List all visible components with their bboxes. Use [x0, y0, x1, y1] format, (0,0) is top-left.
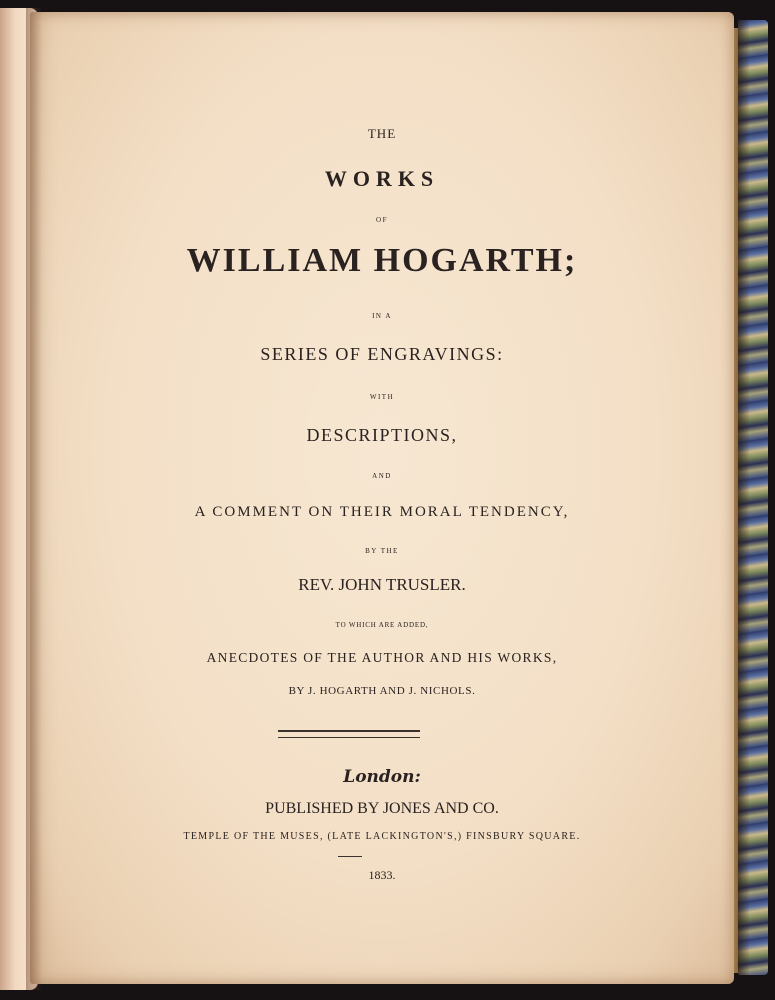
line-to-which: TO WHICH ARE ADDED, [335, 621, 429, 629]
line-by-authors: BY J. HOGARTH AND J. NICHOLS. [288, 685, 476, 697]
line-author: WILLIAM HOGARTH; [186, 242, 578, 279]
short-rule-divider [338, 856, 362, 857]
line-descriptions: DESCRIPTIONS, [306, 425, 458, 445]
line-series: SERIES OF ENGRAVINGS: [260, 344, 504, 364]
line-works: WORKS [324, 166, 440, 191]
line-the: THE [367, 126, 397, 141]
fore-edge-shadow [738, 20, 750, 975]
title-page [30, 12, 734, 984]
double-rule-divider [278, 730, 420, 738]
line-anecdotes: ANECDOTES OF THE AUTHOR AND HIS WORKS, [206, 650, 558, 665]
line-with: WITH [369, 393, 395, 401]
line-and: AND [372, 472, 392, 480]
line-city: London: [343, 767, 421, 787]
line-year: 1833. [368, 868, 396, 882]
gutter-shadow [26, 8, 42, 990]
line-address: TEMPLE OF THE MUSES, (LATE LACKINGTON'S,) FINSBURY SQUARE. [183, 831, 581, 842]
line-publisher: PUBLISHED BY JONES AND CO. [265, 800, 499, 817]
line-comment: A COMMENT ON THEIR MORAL TENDENCY, [194, 504, 570, 520]
line-by-the: BY THE [365, 547, 399, 555]
line-of: OF [376, 216, 388, 224]
line-editor: REV. JOHN TRUSLER. [298, 575, 466, 594]
line-in-a: IN A [372, 312, 392, 320]
